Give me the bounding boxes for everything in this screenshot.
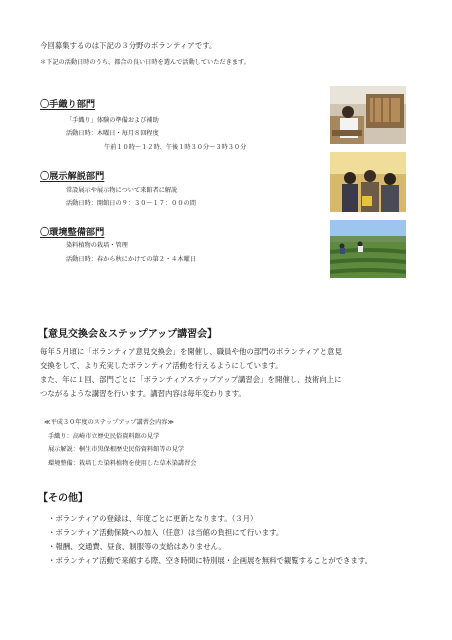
exchange-paragraph-line: 交換をして、より充実したボランティア活動を行えるようにしています。 (40, 361, 283, 370)
step-up-title: ≪平成３０年度のステップアップ講習会内容≫ (44, 419, 174, 426)
exchange-paragraph-line: 毎年５月頃に「ボランティア意見交換会」を開催し、職員や他の部門のボランティアと意見 (40, 347, 342, 356)
others-bullet: ・ボランティア活動で来館する際、空き時間に特別展・企画展を無料で観覧することができます。 (48, 556, 373, 565)
step-up-item: 手織り：高崎市立歴史民俗資料館の見学 (48, 433, 160, 440)
intro-line: 今回募集するのは下記の３分野のボランティアです。 (40, 41, 217, 50)
others-bullet: ・ボランティアの登録は、年度ごとに更新となります。（３月） (48, 514, 258, 523)
weaving-photo (330, 86, 406, 144)
dept-environment-schedule: 活動日時：春から秋にかけての第２・４木曜日 (66, 256, 196, 263)
garden-photo (330, 220, 406, 278)
step-up-item: 展示解説：桐生市黒保根歴史民俗資料館等の見学 (48, 446, 185, 453)
intro-note: ＊下記の活動日時のうち、都合の良い日時を選んで活動していただきます。 (40, 59, 250, 66)
dept-title-exhibit: 〇展示解説部門 (40, 171, 105, 182)
exhibit-guide-photo (330, 152, 406, 212)
dept-weaving-schedule: 活動日時：木曜日・毎月８回程度 (66, 130, 159, 137)
exchange-heading: 【意見交換会＆ステップアップ講習会】 (38, 329, 218, 340)
dept-title-weaving: 〇手織り部門 (40, 99, 96, 110)
dept-weaving-desc: 「手織り」体験の準備および補助 (66, 117, 159, 124)
dept-exhibit-desc: 常設展示や展示物について来館者に解説 (66, 187, 178, 194)
others-bullet: ・報酬、交通費、昼食、制服等の支給はありません。 (48, 542, 226, 551)
dept-weaving-hours: 午前１０時～１２時、午後１時３０分～３時３０分 (104, 144, 247, 151)
step-up-item: 環境整備：栽培した染料植物を使用した草木染講習会 (48, 460, 197, 467)
others-heading: 【その他】 (38, 493, 88, 504)
dept-environment-desc: 染料植物の栽培・管理 (66, 242, 128, 249)
dept-title-environment: 〇環境整備部門 (40, 227, 105, 238)
others-bullet: ・ボランティア活動保険への加入（任意）は当館の負担にて行います。 (48, 528, 284, 537)
dept-exhibit-schedule: 活動日時：開館日の９：３０～１７：００の間 (66, 200, 196, 207)
exchange-paragraph-line: また、年に１回、部門ごとに「ボランティアステップアップ講習会」を開催し、技術向上に (40, 375, 342, 384)
exchange-paragraph-line: つながるような講習を行います。講習内容は毎年変わります。 (40, 389, 246, 398)
